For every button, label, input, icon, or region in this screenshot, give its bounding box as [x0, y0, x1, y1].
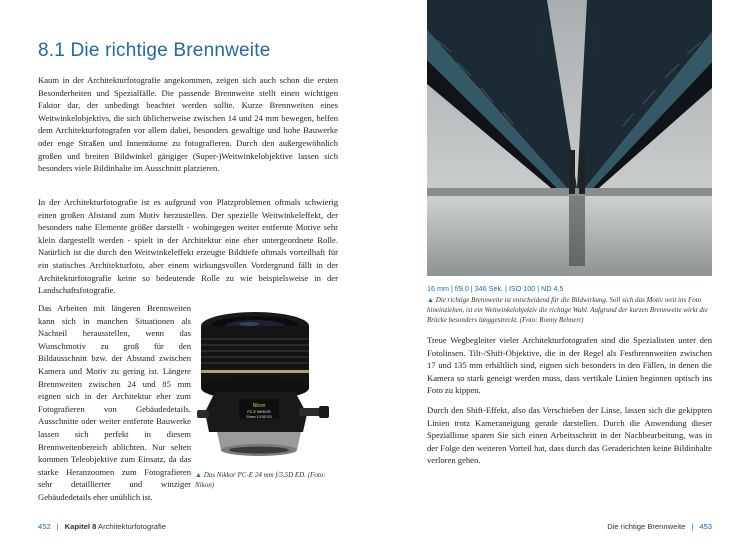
- chapter-title: Architekturfotografie: [98, 522, 166, 531]
- body-paragraph-1: Kaum in der Architekturfotografie angekommen, zeigen sich auch schon die ersten Besonderheiten und Spezialfälle. Die passende Brennweite stellt einen wichtigen Faktor dar, der unbedingt beachtet werden sollte. Kurze Brennweiten eines Weitwinkelobjektivs, die sich üblicherweise zwischen 14 und 24 mm bewegen, helfen dem Architekturfotografen vor allem dabei, besonders gewaltige und hohe Bauwerke oder enge Straßen und Innenräume zu fotografieren. Durch den außergewöhnlich großen und breiten Bildwinkel gängiger (Super-)Weitwinkelobjektive lassen sich besonders viele Bildinhalte im Ausschnitt platzieren.: [38, 75, 338, 174]
- lens-caption-text: Das Nikkor PC-E 24 mm f/3,5D ED. (Foto: Nikon): [195, 471, 326, 489]
- photo-caption-text: Die richtige Brennweite ist entscheidend für die Bildwirkung. Soll sich das Motiv weit ins Foto hineinziehen, ist ein Weitwinkelobjektiv die richtige Wahl. Aufgrund der kurzen Brennweite wirkt die Brücke besonders langgestreckt. (Foto: Ronny Behnert): [427, 296, 708, 324]
- page-number-left: 452: [38, 522, 51, 531]
- chapter-label: Kapitel 8: [64, 522, 97, 531]
- footer-right: [607, 522, 712, 531]
- right-page: [375, 0, 750, 556]
- footer-separator: |: [56, 522, 59, 531]
- photo-caption: [427, 296, 712, 325]
- bridge-photo: [427, 0, 712, 276]
- section-title-footer: Die richtige Brennweite: [607, 522, 686, 531]
- lens-spec-label: 24mm 1:3.5D ED: [245, 415, 273, 419]
- body-paragraph-3: Das Arbeiten mit längeren Brennweiten kann sich in manchen Situationen als Nachteil herausstellen, wenn das Wunschmotiv zu groß für den Bildausschnitt bzw. der Abstand zwischen Kamera und Motiv zu gering ist. Längere Brennweiten zwischen 24 und 85 mm eignen sich in der Architektur eher zum Fotografieren von Gebäudedetails. Ausschnitte oder weiter entfernte Bauwerke lassen sich perfekt in diesem Brennweitenbereich ablichten. Nur selten kommen Teleobjektive zum Einsatz, da das starke Heranzoomen zum Fotografieren sehr detaillierter und winziger Gebäudedetails eher unüblich ist.: [38, 303, 191, 502]
- body-paragraph-4: Treue Wegbegleiter vieler Architekturfotografen sind die Spezialisten unter den Fotolinsen. Tilt-/Shift-Objektive, die in der Regel als Festbrennweiten zwischen 17 und 135 mm erhältlich sind, eignen sich besonders in den Fällen, in denen die Kamera so stark geneigt werden muss, dass vertikale Linien beginnen optisch ins Foto zu kippen.: [427, 335, 712, 396]
- lens-caption: [195, 471, 341, 490]
- lens-brand-label: Nikon: [252, 403, 266, 409]
- caption-marker-icon: ▲: [195, 471, 202, 479]
- body-paragraph-2: In der Architekturfotografie ist es aufgrund von Platzproblemen oftmals schwierig einen großen Abstand zum Motiv herzustellen. Der spezielle Weitwinkeleffekt, der besonders nahe Elemente größer darstellt - wohingegen weiter entfernte Motive sehr klein dargestellt werden - spielt in der Architektur eine eher untergeordnete Rolle. Natürlich ist die durch den Weitwinkeleffekt erzeugte Bildtiefe oftmals vorteilhaft für ein statisches Architekturfoto, aber einem wirkungsvollen Vordergrund fällt in der Architekturfotografie keine so bedeutende Rolle zu wie beispielsweise in der Landschaftsfotografie.: [38, 197, 338, 296]
- caption-marker-icon: ▲: [427, 296, 434, 304]
- footer-left: [38, 522, 166, 531]
- section-heading: 8.1 Die richtige Brennweite: [38, 40, 271, 61]
- photo-exif-data: 16 mm | f/9,0 | 346 Sek. | ISO 100 | ND 4,5: [427, 284, 564, 293]
- body-paragraph-5: Durch den Shift-Effekt, also das Verschieben der Linse, lassen sich die gekippten Linien trotz Kameraneigung gerade darstellen. Durch die Anwendung dieser Speziallinse sparen Sie sich einen Arbeitsschritt in der Nachbearbeitung, was in der Folge den weiteren Vorteil hat, dass durch das Geraderichten keine Bildinhalte verloren gehen.: [427, 405, 712, 466]
- lens-model-label: PC-E NIKKOR: [247, 410, 271, 414]
- footer-separator: |: [691, 522, 694, 531]
- page-number-right: 453: [699, 522, 712, 531]
- lens-photo: [195, 304, 341, 464]
